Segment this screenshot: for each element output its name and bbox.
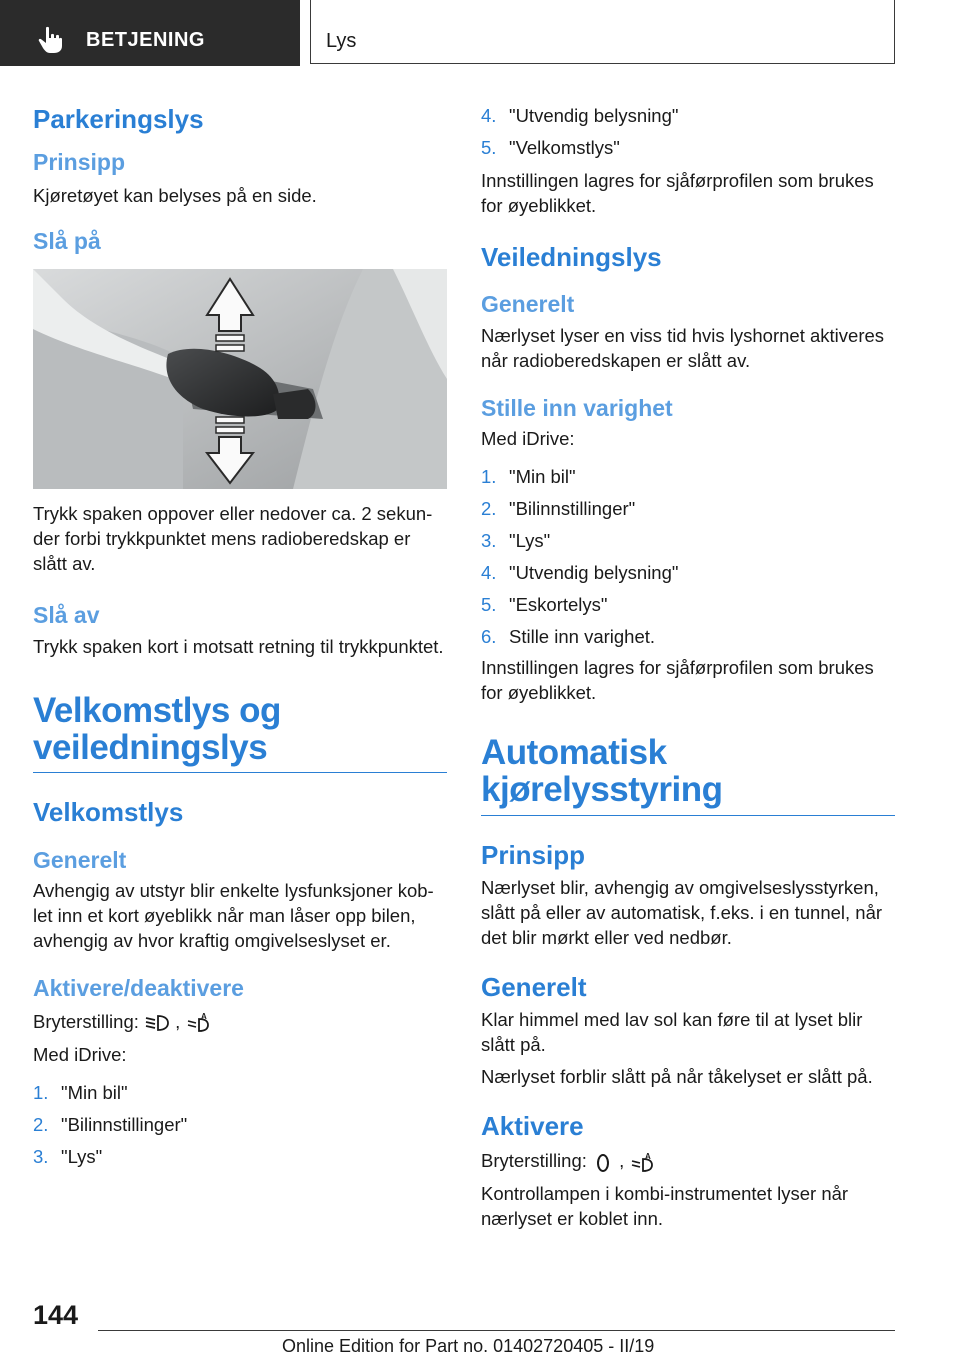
header-chapter-title: Lys: [326, 30, 357, 52]
footer-edition: Online Edition for Part no. 01402720405 - II/19: [282, 1336, 655, 1356]
idrive-list-continued: [481, 100, 895, 164]
heading-prinsipp: Prinsipp: [33, 149, 126, 176]
list-item: 5. "Velkomstlys": [481, 137, 620, 158]
list-item: 2. "Bilinnstillinger": [481, 498, 636, 520]
bryterstilling-label: Bryterstilling:: [33, 1010, 139, 1032]
heading-generelt-auto: Generelt: [481, 972, 587, 1003]
header-chapter-box: [310, 0, 895, 64]
text-prinsipp: Kjøretøyet kan belyses på en side.: [33, 184, 317, 206]
text-generelt-auto-2: Nærlyset forblir slått på når tåkelyset er slått på.: [481, 1066, 873, 1088]
light-switch-zero-icon: [592, 1153, 614, 1173]
list-item: 2. "Bilinnstillinger": [33, 1113, 188, 1135]
list-item: 3. "Lys": [481, 530, 551, 552]
auto-light-icon: [629, 1153, 655, 1173]
list-item: 1. "Min bil": [33, 1081, 128, 1103]
hand-pointer-icon: [38, 26, 64, 54]
bryterstilling-label-right: Bryterstilling:: [481, 1150, 587, 1172]
list-item: 6. Stille inn varighet.: [481, 626, 656, 648]
heading-generelt-veiledning: Generelt: [481, 291, 575, 318]
list-item: 3. "Lys": [33, 1145, 103, 1167]
heading-parkeringslys: Parkeringslys: [33, 104, 204, 134]
text-idrive-right: Med iDrive:: [481, 428, 575, 450]
idrive-list-left: [33, 1077, 447, 1173]
header-section-title: BETJENING: [86, 29, 205, 51]
text-bryterstilling: [33, 1009, 447, 1034]
text-innstilling-1: Innstillingen lagres for sjåførprofilen som brukes for øyeblikket.: [481, 170, 874, 216]
text-generelt-velkomst: Avhengig av utstyr blir enkelte lysfunksjoner koblet inn et kort øyeblikk når man låser opp bilen, avhengig av hvor kraftig omgivelseslyset er.: [33, 880, 434, 952]
right-column: [481, 100, 895, 1231]
left-column: [33, 100, 447, 1173]
heading-prinsipp-auto: Prinsipp: [481, 839, 586, 870]
svg-text:A: A: [201, 1012, 208, 1021]
text-idrive-left: Med iDrive:: [33, 1043, 127, 1065]
list-item: 1. "Min bil": [481, 466, 576, 488]
list-item: 4. "Utvendig belysning": [481, 105, 679, 126]
svg-text:A: A: [645, 1152, 652, 1161]
bryterstilling-separator-right: ,: [619, 1150, 625, 1172]
heading-sla-pa: Slå på: [33, 227, 101, 254]
heading-sla-av: Slå av: [33, 602, 100, 629]
list-item: 4. "Utvendig belysning": [481, 562, 679, 584]
heading-velkomstlys-og-veiledningslys: Velkomstlys og veiledningslys: [33, 693, 447, 774]
heading-stille-inn-varighet: Stille inn varighet: [481, 394, 673, 421]
bryterstilling-separator: ,: [175, 1010, 181, 1032]
heading-aktivere: Aktivere: [481, 1111, 584, 1142]
page-number: 144: [33, 1300, 79, 1330]
text-innstilling-2: Innstillingen lagres for sjåførprofilen som brukes for øyeblikket.: [481, 657, 874, 704]
text-kontrollampe: Kontrollampen i kombi-instrumentet lyser når nærlyset er koblet inn.: [481, 1183, 849, 1230]
low-beam-icon: [144, 1013, 170, 1033]
idrive-list-right: [481, 461, 895, 653]
heading-aktivere-deaktivere: Aktivere/deaktivere: [33, 975, 244, 1002]
footer-rule: [98, 1330, 895, 1331]
text-sla-pa: Trykk spaken oppover eller nedover ca. 2 sekunder forbi trykkpunktet mens radioberedskap er slått av.: [33, 503, 433, 575]
text-bryterstilling-right: [481, 1148, 895, 1173]
heading-automatisk-kjorelysstyring: Automatisk kjørelysstyring: [481, 735, 895, 816]
heading-veiledningslys: Veiledningslys: [481, 242, 662, 272]
text-generelt-veiledning: Nærlyset lyser en viss tid hvis lyshornet aktiveres når radioberedskapen er slått av.: [481, 324, 885, 371]
lever-illustration: [33, 269, 447, 489]
text-generelt-auto-1: Klar himmel med lav sol kan føre til at lyset blir slått på.: [481, 1009, 863, 1056]
heading-velkomstlys: Velkomstlys: [33, 797, 184, 828]
list-item: 5. "Eskortelys": [481, 594, 608, 616]
heading-generelt-velkomst: Generelt: [33, 846, 127, 873]
auto-light-icon: [185, 1013, 211, 1033]
text-prinsipp-auto: Nærlyset blir, avhengig av omgivelseslysstyrken, slått på eller av automatisk, f.eks. i en tunnel, når det blir mørkt eller ved nedbør.: [481, 877, 883, 949]
text-sla-av: Trykk spaken kort i motsatt retning til trykkpunktet.: [33, 635, 444, 657]
